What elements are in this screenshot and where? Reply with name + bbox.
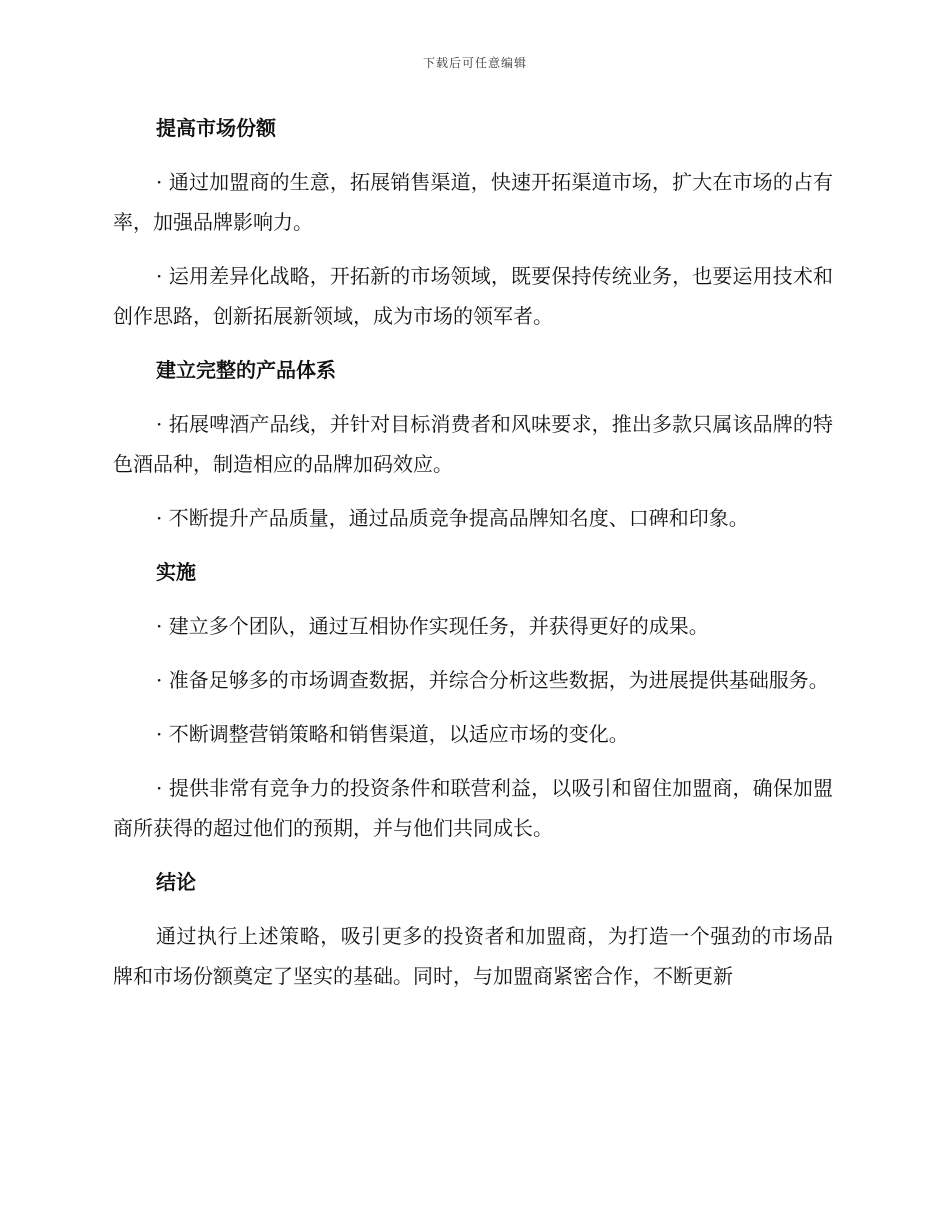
paragraph: · 通过加盟商的生意，拓展销售渠道，快速开拓渠道市场，扩大在市场的占有率，加强品牌影响力。 [113,170,833,234]
header-note: 下载后可任意编辑 [422,56,527,70]
section-heading: 提高市场份额 [156,116,276,140]
paragraph: · 拓展啤酒产品线，并针对目标消费者和风味要求，推出多款只属该品牌的特色酒品种，制造相应的品牌加码效应。 [113,412,833,476]
paragraph: · 不断调整营销策略和销售渠道，以适应市场的变化。 [156,722,629,746]
paragraph: · 运用差异化战略，开拓新的市场领域，既要保持传统业务，也要运用技术和创作思路，创新拓展新领域，成为市场的领军者。 [113,264,833,328]
paragraph: · 准备足够多的市场调查数据，并综合分析这些数据，为进展提供基础服务。 [156,668,829,692]
section-heading: 建立完整的产品体系 [156,358,336,382]
section-implementation [113,552,833,848]
paragraph: · 提供非常有竞争力的投资条件和联营利益，以吸引和留住加盟商，确保加盟商所获得的超过他们的预期，并与他们共同成长。 [113,776,833,840]
document-body [113,108,833,1010]
section-conclusion [113,862,833,996]
section-product-system [113,350,833,538]
paragraph: 通过执行上述策略，吸引更多的投资者和加盟商，为打造一个强劲的市场品牌和市场份额奠定了坚实的基础。同时，与加盟商紧密合作，不断更新 [113,924,833,988]
section-heading: 实施 [156,560,196,584]
section-market-share [113,108,833,336]
paragraph: · 不断提升产品质量，通过品质竞争提高品牌知名度、口碑和印象。 [156,506,749,530]
paragraph: · 建立多个团队，通过互相协作实现任务，并获得更好的成果。 [156,614,709,638]
section-heading: 结论 [156,870,196,894]
